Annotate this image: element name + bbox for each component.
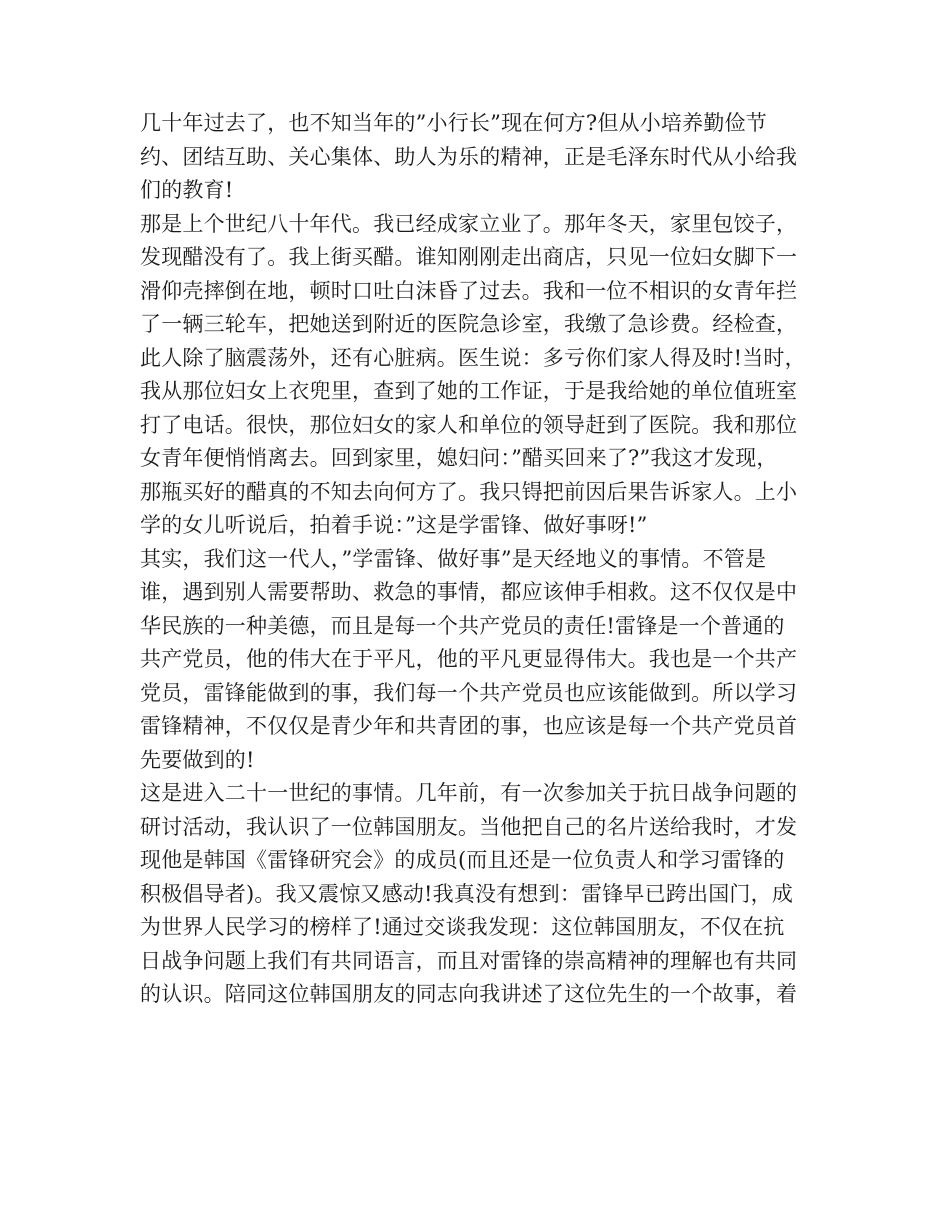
text-line: 现他是韩国《雷锋研究会》的成员(而且还是一位负责人和学习雷锋的: [140, 848, 785, 872]
text-line: 们的教育!: [140, 178, 234, 202]
text-line: 积极倡导者)。我又震惊又感动!我真没有想到：雷锋早已跨出国门，成: [140, 881, 794, 906]
text-line: 打了电话。很快，那位妇女的家人和单位的领导赶到了医院。我和那位: [140, 412, 798, 437]
text-line: 学的女儿听说后，拍着手说：”这是学雷锋、做好事呀!”: [140, 513, 648, 537]
text-line: 党员，雷锋能做到的事，我们每一个共产党员也应该能做到。所以学习: [140, 680, 798, 705]
text-line: 谁，遇到别人需要帮助、救急的事情，都应该伸手相救。这不仅仅是中: [140, 580, 798, 604]
text-line: 约、团结互助、关心集体、助人为乐的精神，正是毛泽东时代从小给我: [140, 144, 798, 169]
text-line: 其实，我们这一代人，”学雷锋、做好事”是天经地义的事情。不管是: [140, 546, 767, 571]
document-body: [140, 107, 820, 1012]
text-line: 了一辆三轮车，把她送到附近的医院急诊室，我缴了急诊费。经检查，: [140, 312, 798, 336]
text-line: 这是进入二十一世纪的事情。几年前，有一次参加关于抗日战争问题的: [140, 781, 798, 805]
text-line: 研讨活动，我认识了一位韩国朋友。当他把自己的名片送给我时，才发: [140, 814, 798, 839]
text-line: 先要做到的!: [140, 747, 255, 772]
text-line: 此人除了脑震荡外，还有心脏病。医生说：多亏你们家人得及时!当时，: [140, 345, 806, 370]
text-line: 那瓶买好的醋真的不知去向何方了。我只锝把前因后果告诉家人。上小: [140, 479, 798, 504]
text-line: 几十年过去了，也不知当年的”小行长”现在何方?但从小培养勤俭节: [140, 111, 767, 135]
text-line: 发现醋没有了。我上街买醋。谁知刚刚走出商店，只见一位妇女脚下一: [140, 245, 798, 269]
text-line: 的认识。陪同这位韩国朋友的同志向我讲述了这位先生的一个故事，着: [140, 982, 798, 1006]
text-line: 共产党员，他的伟大在于平凡，他的平凡更显得伟大。我也是一个共产: [140, 647, 798, 671]
text-line: 那是上个世纪八十年代。我已经成家立业了。那年冬天，家里包饺子，: [140, 211, 798, 236]
text-line: 雷锋精神，不仅仅是青少年和共青团的事，也应该是每一个共产党员首: [140, 714, 798, 738]
text-line: 我从那位妇女上衣兜里，查到了她的工作证，于是我给她的单位值班室: [140, 379, 798, 403]
text-line: 女青年便悄悄离去。回到家里，媳妇问：”醋买回来了?”我这才发现，: [140, 446, 778, 470]
text-line: 滑仰壳摔倒在地，顿时口吐白沫昏了过去。我和一位不相识的女青年拦: [140, 278, 798, 303]
text-line: 日战争问题上我们有共同语言，而且对雷锋的崇高精神的理解也有共同: [140, 948, 798, 973]
text-line: 华民族的一种美德，而且是每一个共产党员的责任!雷锋是一个普通的: [140, 613, 785, 638]
text-line: 为世界人民学习的榜样了!通过交谈我发现：这位韩国朋友，不仅在抗: [140, 915, 785, 939]
